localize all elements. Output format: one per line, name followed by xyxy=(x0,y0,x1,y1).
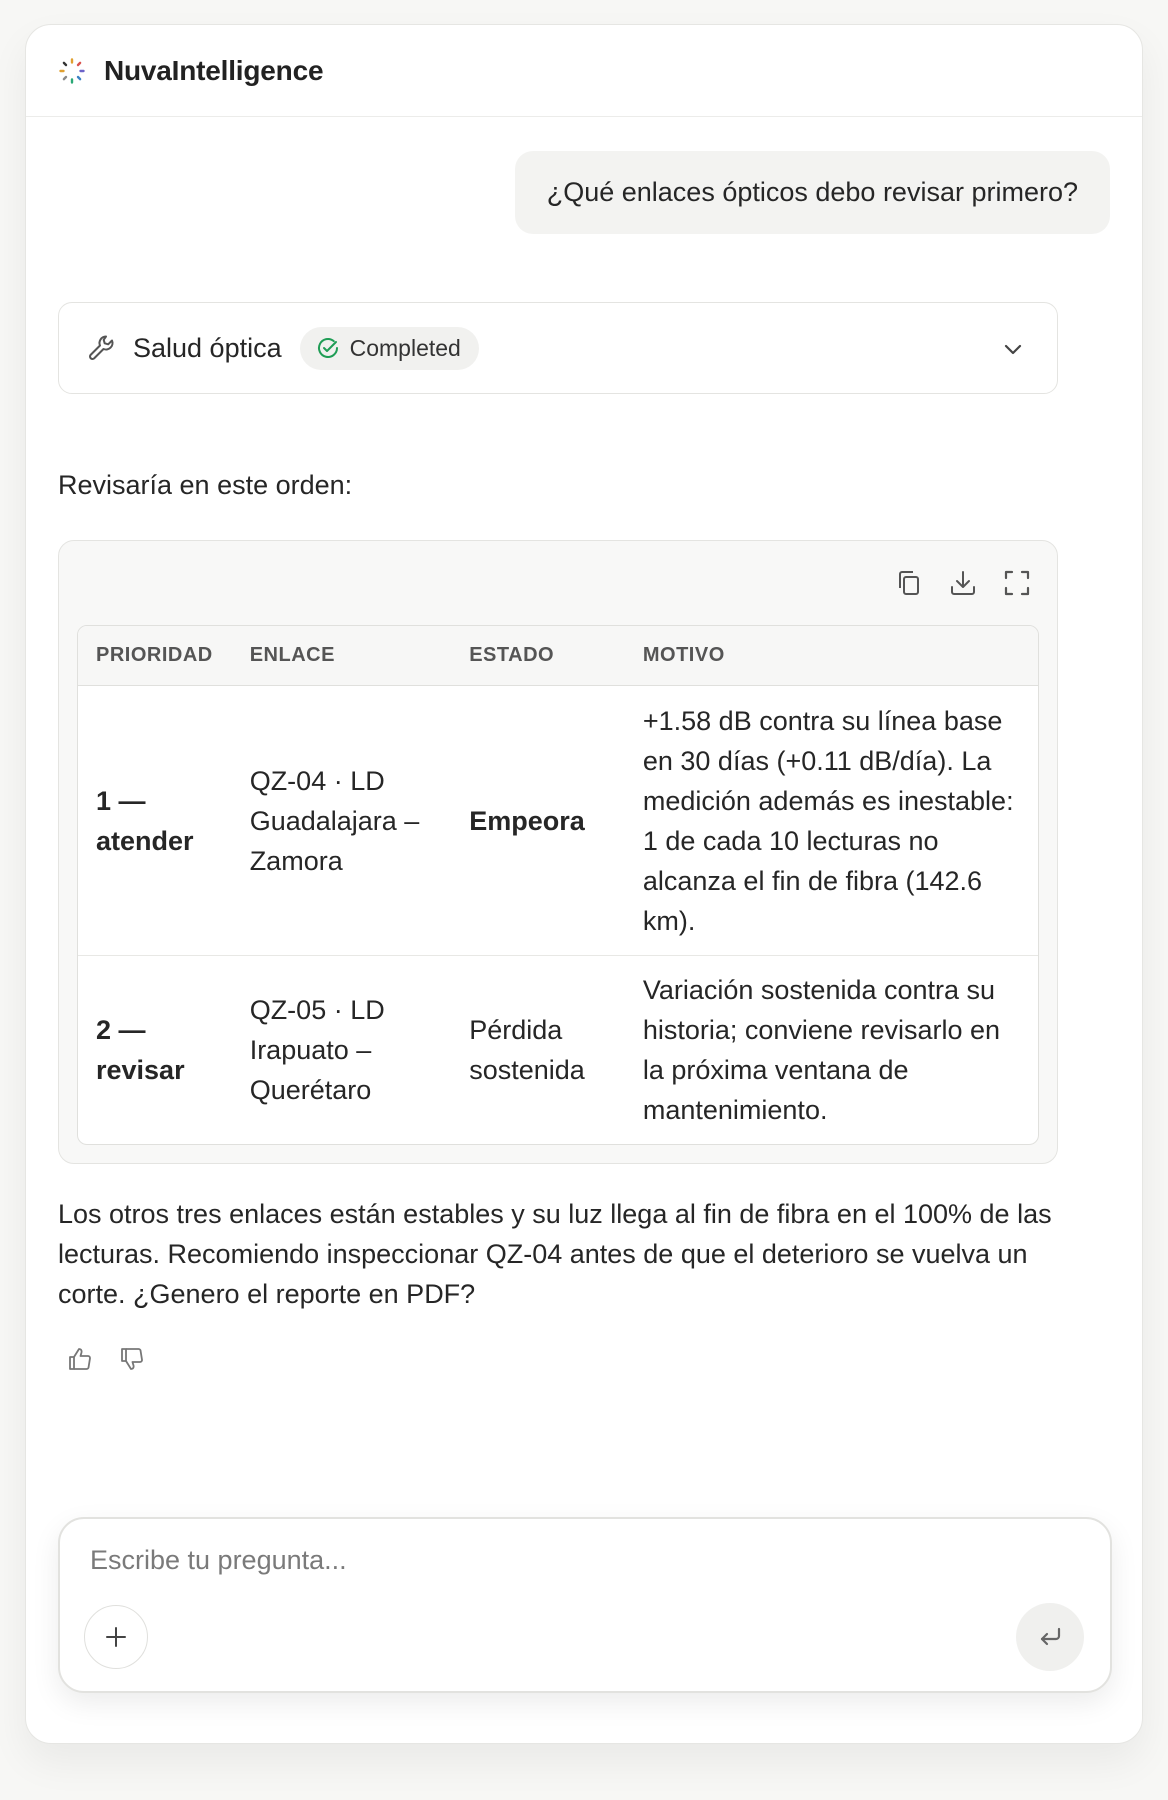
check-circle-icon xyxy=(316,336,340,360)
plus-icon xyxy=(103,1624,129,1650)
fullscreen-icon[interactable] xyxy=(1001,567,1033,599)
cell-link: QZ-05 · LD Irapuato – Querétaro xyxy=(249,995,385,1105)
table-header-row xyxy=(78,626,1038,686)
tool-call-card[interactable] xyxy=(58,302,1058,394)
sparkle-ring-icon xyxy=(58,57,86,85)
app-title: NuvaIntelligence xyxy=(104,54,324,86)
table-card xyxy=(58,540,1058,1164)
header-link: ENLACE xyxy=(249,644,335,666)
status-text: Completed xyxy=(349,334,461,361)
copy-icon[interactable] xyxy=(893,567,925,599)
header-priority: PRIORIDAD xyxy=(96,644,213,666)
cell-priority: 2 — revisar xyxy=(96,1015,185,1085)
tool-name: Salud óptica xyxy=(133,332,282,363)
chevron-down-icon[interactable] xyxy=(999,335,1027,363)
table-toolbar xyxy=(893,567,1033,599)
table-row xyxy=(78,956,1038,1144)
user-message-bubble xyxy=(515,151,1110,234)
header-state: ESTADO xyxy=(469,644,555,666)
cell-reason: Variación sostenida contra su historia; conviene revisarlo en la próxima ventana de mantenimiento. xyxy=(642,975,1001,1125)
cell-state: Pérdida sostenida xyxy=(469,1015,585,1085)
header-reason: MOTIVO xyxy=(642,644,725,666)
cell-link: QZ-04 · LD Guadalajara – Zamora xyxy=(249,765,420,876)
cell-state: Empeora xyxy=(469,805,585,836)
question-input[interactable] xyxy=(90,1545,990,1576)
enter-icon xyxy=(1035,1622,1065,1652)
composer xyxy=(58,1517,1112,1693)
app-header xyxy=(26,25,1142,117)
wrench-icon xyxy=(85,332,117,364)
cell-reason: +1.58 dB contra su línea base en 30 días (+0.11 dB/día). La medición además es inestable: 1 de cada 10 lecturas no alcanza el fin de fibra (142.6 km). xyxy=(642,705,1014,936)
cell-priority: 1 — atender xyxy=(96,785,194,856)
thumbs-up-icon[interactable] xyxy=(66,1345,94,1373)
priority-table xyxy=(77,625,1039,1145)
assistant-intro: Revisaría en este orden: xyxy=(58,470,353,500)
assistant-closing: Los otros tres enlaces están estables y su luz llega al fin de fibra en el 100% de las lecturas. Recomiendo inspeccionar QZ-04 antes de que el deterioro se vuelva un corte. ¿Genero el reporte en PDF? xyxy=(58,1199,1052,1309)
user-message-text: ¿Qué enlaces ópticos debo revisar primero? xyxy=(546,177,1078,207)
chat-window xyxy=(25,24,1143,1744)
status-badge xyxy=(300,327,479,370)
download-icon[interactable] xyxy=(947,567,979,599)
send-button[interactable] xyxy=(1016,1603,1084,1671)
thumbs-down-icon[interactable] xyxy=(118,1345,146,1373)
add-attachment-button[interactable] xyxy=(84,1605,148,1669)
feedback-bar xyxy=(66,1345,146,1373)
table-row xyxy=(78,686,1038,956)
